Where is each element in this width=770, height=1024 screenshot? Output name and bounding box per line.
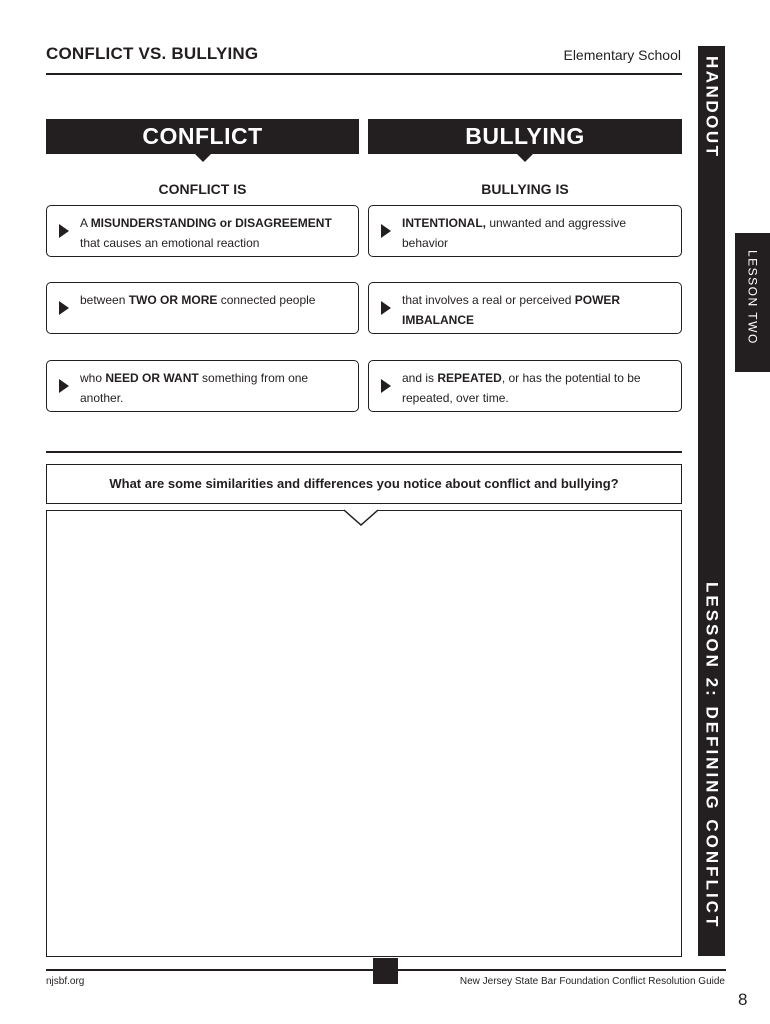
bullying-statement: INTENTIONAL, unwanted and aggressive behavior: [368, 205, 682, 257]
arrow-right-icon: [59, 379, 69, 393]
handout-label: HANDOUT: [702, 56, 722, 159]
arrow-right-icon: [381, 301, 391, 315]
lesson-tab-label: LESSON TWO: [745, 250, 760, 345]
speech-pointer-icon: [344, 509, 378, 527]
bullying-statement: and is REPEATED, or has the potential to be repeated, over time.: [368, 360, 682, 412]
website-label: njsbf.org: [46, 976, 85, 987]
discussion-question: What are some similarities and differences you notice about conflict and bullying?: [46, 464, 682, 504]
arrow-right-icon: [59, 224, 69, 238]
arrow-right-icon: [59, 301, 69, 315]
bullying-banner: BULLYING: [368, 119, 682, 154]
conflict-statement: who NEED OR WANT something from one another.: [46, 360, 359, 412]
header-divider: [46, 73, 682, 75]
footer-marker: [373, 958, 398, 984]
bullying-statement: that involves a real or perceived POWER IMBALANCE: [368, 282, 682, 334]
arrow-right-icon: [381, 379, 391, 393]
guide-title: New Jersey State Bar Foundation Conflict Resolution Guide: [459, 976, 725, 987]
document-title: CONFLICT VS. BULLYING: [46, 44, 259, 63]
conflict-banner: CONFLICT: [46, 119, 359, 154]
answer-writing-area[interactable]: [46, 510, 682, 957]
section-divider: [46, 451, 682, 453]
conflict-heading: CONFLICT IS: [158, 181, 247, 197]
bullying-heading: BULLYING IS: [481, 181, 569, 197]
arrow-right-icon: [381, 224, 391, 238]
school-level-label: Elementary School: [563, 47, 681, 63]
lesson-title-label: LESSON 2: DEFINING CONFLICT: [702, 582, 722, 930]
conflict-statement: A MISUNDERSTANDING or DISAGREEMENT that causes an emotional reaction: [46, 205, 359, 257]
page-number: 8: [738, 990, 748, 1009]
conflict-statement: between TWO OR MORE connected people: [46, 282, 359, 334]
